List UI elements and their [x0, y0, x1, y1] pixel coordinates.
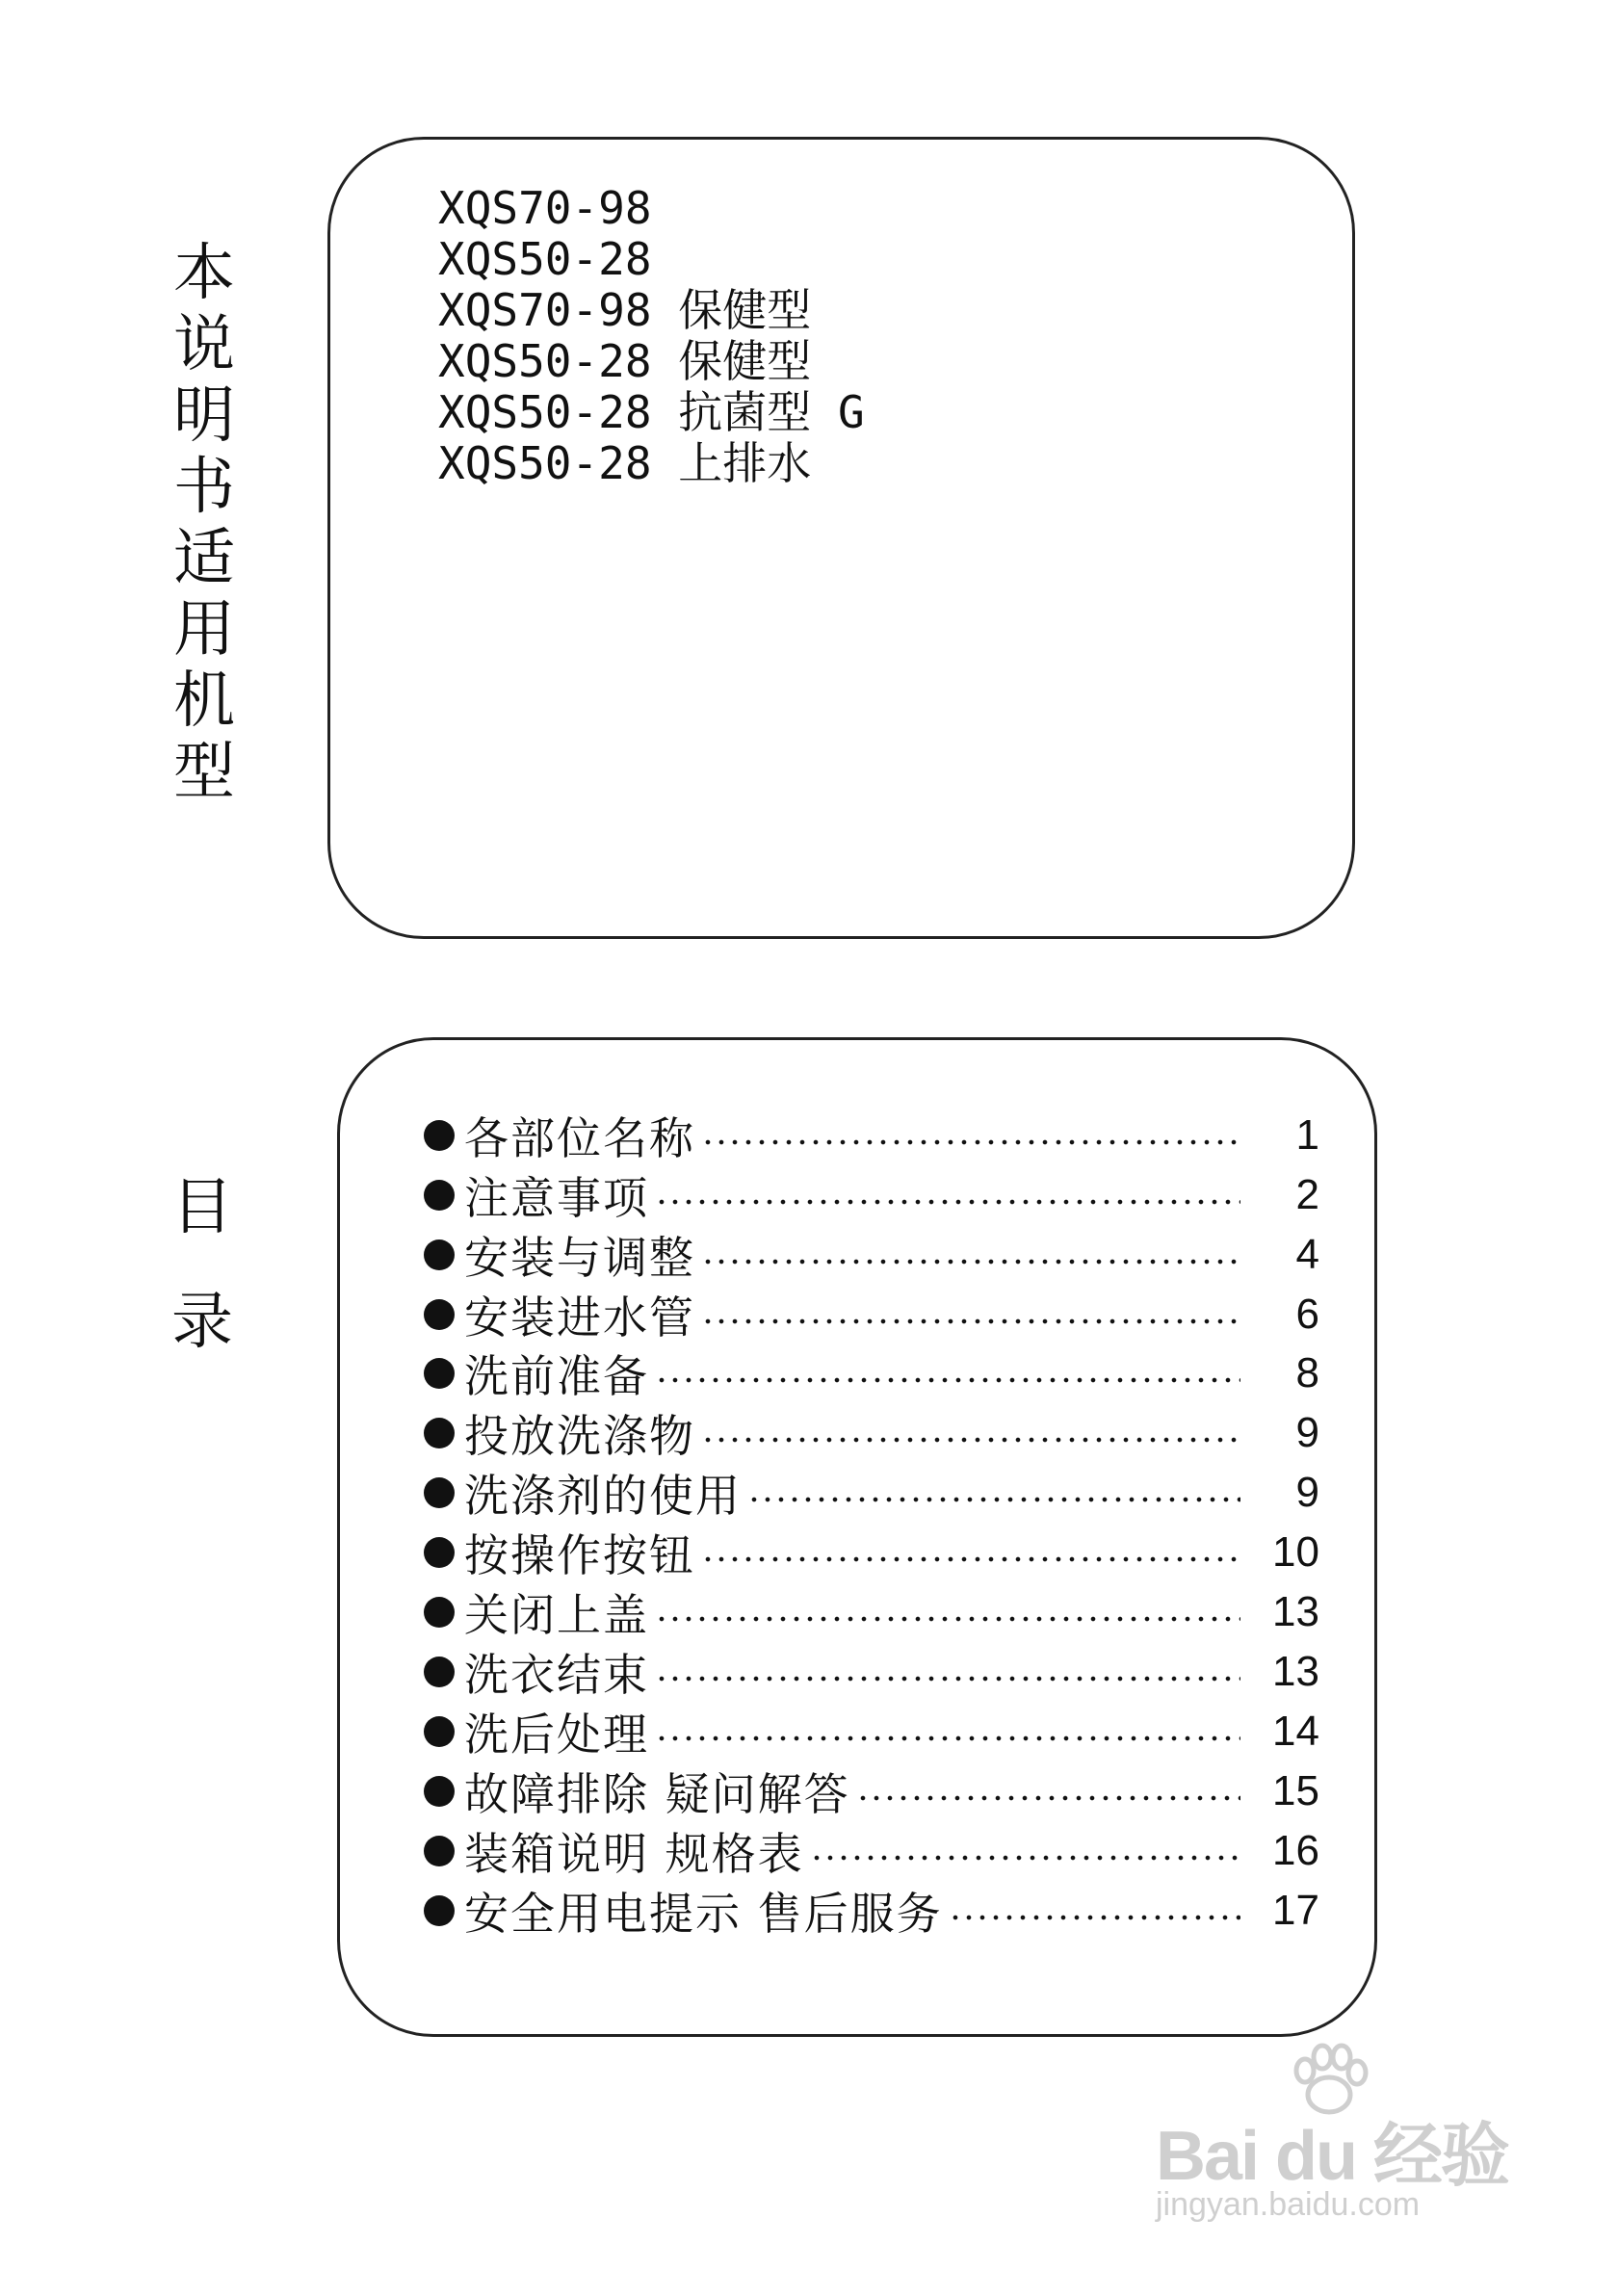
model-item: XQS50-28	[438, 233, 652, 285]
toc-heading-char: 目	[171, 1172, 233, 1243]
toc-entry[interactable]	[424, 1586, 1319, 1641]
model-item: XQS50-28 抗菌型 G	[438, 386, 865, 438]
toc-title: 洗衣结束	[464, 1649, 649, 1701]
model-item: XQS70-98 保健型	[438, 284, 812, 336]
toc-page: 17	[1272, 1887, 1319, 1934]
toc-title: 各部位名称	[464, 1112, 695, 1164]
bullet-icon	[424, 1836, 455, 1866]
watermark-url: jingyan.baidu.com	[1156, 2186, 1421, 2223]
toc-title: 洗前准备	[464, 1350, 649, 1402]
toc-entry[interactable]	[424, 1765, 1319, 1820]
toc-heading-char: 录	[171, 1287, 233, 1358]
toc-title: 关闭上盖	[464, 1589, 649, 1641]
models-heading-char: 书	[173, 452, 235, 523]
bullet-icon	[424, 1537, 455, 1568]
toc-title: 安装与调整	[464, 1232, 695, 1284]
leader-dots	[655, 1377, 1240, 1383]
bullet-icon	[424, 1299, 455, 1330]
bullet-icon	[424, 1358, 455, 1389]
leader-dots	[701, 1318, 1240, 1324]
models-heading-char: 明	[173, 380, 235, 452]
models-heading	[173, 238, 235, 808]
leader-dots	[655, 1735, 1240, 1741]
toc-page: 13	[1272, 1648, 1319, 1695]
toc-entry[interactable]	[424, 1825, 1319, 1880]
toc-title: 安全用电提示 售后服务	[464, 1888, 943, 1940]
toc-entry[interactable]	[424, 1646, 1319, 1701]
leader-dots	[655, 1199, 1240, 1205]
leader-dots	[810, 1855, 1240, 1861]
models-heading-char: 说	[173, 309, 235, 380]
toc-page: 8	[1295, 1349, 1319, 1396]
toc-entry[interactable]	[424, 1289, 1319, 1344]
bullet-icon	[424, 1716, 455, 1747]
bullet-icon	[424, 1418, 455, 1448]
leader-dots	[856, 1795, 1240, 1801]
leader-dots	[655, 1616, 1240, 1622]
bullet-icon	[424, 1597, 455, 1628]
model-item: XQS70-98	[438, 182, 652, 234]
toc-entry[interactable]	[424, 1347, 1319, 1402]
toc-page: 16	[1272, 1827, 1319, 1874]
toc-page: 10	[1272, 1528, 1319, 1576]
leader-dots	[701, 1437, 1240, 1443]
models-heading-char: 本	[173, 238, 235, 309]
toc-page: 6	[1295, 1291, 1319, 1338]
toc-entry[interactable]	[424, 1229, 1319, 1284]
toc-title: 洗涤剂的使用	[464, 1470, 742, 1522]
toc-title: 安装进水管	[464, 1292, 695, 1344]
toc-title: 故障排除 疑问解答	[464, 1768, 850, 1820]
toc-page: 13	[1272, 1588, 1319, 1635]
toc-entry[interactable]	[424, 1467, 1319, 1522]
toc-page: 9	[1295, 1409, 1319, 1456]
model-item: XQS50-28 上排水	[438, 437, 812, 489]
bullet-icon	[424, 1657, 455, 1687]
baidu-watermark	[1146, 2042, 1551, 2234]
leader-dots	[747, 1497, 1240, 1502]
toc-page: 15	[1272, 1767, 1319, 1814]
toc-entry[interactable]	[424, 1885, 1319, 1940]
bullet-icon	[424, 1477, 455, 1508]
toc-title: 装箱说明 规格表	[464, 1828, 804, 1880]
toc-page: 14	[1272, 1708, 1319, 1755]
toc-heading	[171, 1172, 233, 1358]
toc-entry[interactable]	[424, 1706, 1319, 1761]
bullet-icon	[424, 1239, 455, 1270]
models-heading-char: 用	[173, 594, 235, 665]
bullet-icon	[424, 1120, 455, 1151]
toc-page: 9	[1295, 1469, 1319, 1516]
toc-page: 4	[1295, 1231, 1319, 1278]
leader-dots	[701, 1259, 1240, 1265]
toc-entry[interactable]	[424, 1407, 1319, 1462]
toc-entry[interactable]	[424, 1526, 1319, 1581]
bullet-icon	[424, 1776, 455, 1807]
toc-entry[interactable]	[424, 1109, 1319, 1164]
leader-dots	[701, 1556, 1240, 1562]
models-heading-char: 型	[173, 737, 235, 808]
leader-dots	[949, 1915, 1240, 1920]
models-heading-char: 适	[173, 523, 235, 594]
models-heading-char: 机	[173, 665, 235, 737]
model-list	[438, 183, 865, 489]
toc-page: 2	[1295, 1171, 1319, 1218]
watermark-logo-text: Bai du 经验	[1156, 2118, 1509, 2195]
bullet-icon	[424, 1180, 455, 1211]
leader-dots	[655, 1676, 1240, 1682]
bullet-icon	[424, 1895, 455, 1926]
toc-entry[interactable]	[424, 1169, 1319, 1224]
toc-title: 按操作按钮	[464, 1529, 695, 1581]
toc-page: 1	[1295, 1111, 1319, 1159]
toc-title: 注意事项	[464, 1172, 649, 1224]
model-item: XQS50-28 保健型	[438, 335, 812, 387]
toc-title: 洗后处理	[464, 1709, 649, 1761]
leader-dots	[701, 1139, 1240, 1145]
toc-title: 投放洗涤物	[464, 1410, 695, 1462]
